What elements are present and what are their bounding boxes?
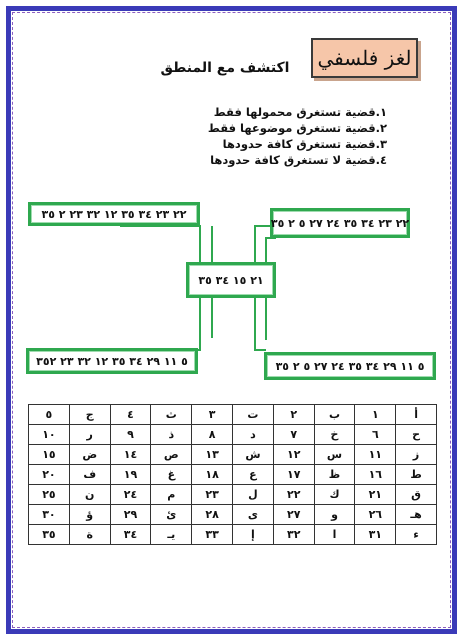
number-cell: ٣٠	[29, 505, 70, 525]
number-cell: ٥	[29, 405, 70, 425]
number-cell: ١١	[355, 445, 396, 465]
clue-box-center: ٢١ ١٥ ٣٤ ٣٥	[186, 262, 276, 298]
letter-cell: ك	[314, 485, 355, 505]
letter-cell: ع	[233, 465, 274, 485]
list-item: ١.قضية تستغرق محمولها فقط	[213, 105, 387, 119]
letter-cell: م	[151, 485, 192, 505]
number-cell: ٦	[355, 425, 396, 445]
list-item: ٣.قضية تستغرق كافة حدودها	[222, 137, 387, 151]
connector-line	[266, 238, 276, 262]
number-cell: ١٤	[110, 445, 151, 465]
letter-cell: ل	[233, 485, 274, 505]
number-cell: ١٠	[29, 425, 70, 445]
number-cell: ١٨	[192, 465, 233, 485]
number-cell: ٢٣	[192, 485, 233, 505]
number-cell: ٣٥	[29, 525, 70, 545]
number-cell: ٧	[273, 425, 314, 445]
letter-cell: ش	[233, 445, 274, 465]
number-cell: ١٣	[192, 445, 233, 465]
number-cell: ١٥	[29, 445, 70, 465]
clue-box-top-right: ٢٢ ٢٣ ٣٤ ٣٥ ٢٤ ٢٧ ٥ ٢ ٣٥	[270, 208, 410, 238]
number-cell: ٢	[273, 405, 314, 425]
letter-cell: ذ	[151, 425, 192, 445]
number-cell: ٢٠	[29, 465, 70, 485]
table-row	[29, 485, 437, 505]
letter-cell: ط	[396, 465, 437, 485]
letter-cell: ء	[396, 525, 437, 545]
number-cell: ٨	[192, 425, 233, 445]
letter-cell: ز	[396, 445, 437, 465]
number-cell: ١٧	[273, 465, 314, 485]
table-row	[29, 525, 437, 545]
number-cell: ١٢	[273, 445, 314, 465]
letter-cell: خ	[314, 425, 355, 445]
number-cell: ٢٩	[110, 505, 151, 525]
number-cell: ٣٢	[273, 525, 314, 545]
letter-cell: هـ	[396, 505, 437, 525]
table-row	[29, 425, 437, 445]
letter-cell: ى	[233, 505, 274, 525]
letter-cell: أ	[396, 405, 437, 425]
letter-cell: ة	[69, 525, 110, 545]
number-cell: ٣٣	[192, 525, 233, 545]
number-cell: ٢١	[355, 485, 396, 505]
number-cell: ١٩	[110, 465, 151, 485]
letter-cell: ت	[233, 405, 274, 425]
letter-cell: ر	[69, 425, 110, 445]
subtitle: اكتشف مع المنطق	[160, 60, 290, 76]
letter-number-table	[28, 404, 437, 545]
letter-cell: د	[233, 425, 274, 445]
list-item: ٢.قضية تستغرق موضوعها فقط	[207, 121, 387, 135]
clue-box-top-left: ٢٢ ٢٣ ٣٤ ٣٥ ١٢ ٣٢ ٢٣ ٢ ٣٥	[28, 202, 200, 226]
letter-cell: يـ	[151, 525, 192, 545]
letter-cell: ئ	[151, 505, 192, 525]
letter-cell: ص	[151, 445, 192, 465]
number-cell: ٢٨	[192, 505, 233, 525]
number-cell: ٩	[110, 425, 151, 445]
letter-cell: و	[314, 505, 355, 525]
letter-cell: ا	[314, 525, 355, 545]
number-cell: ١٦	[355, 465, 396, 485]
number-cell: ٢٢	[273, 485, 314, 505]
table-row	[29, 445, 437, 465]
page-title: لغز فلسفي	[317, 46, 412, 70]
clue-box-bottom-left: ٥ ١١ ٢٩ ٣٤ ٣٥ ١٢ ٣٢ ٢٣ ٣٥٢	[26, 348, 198, 374]
number-cell: ٣١	[355, 525, 396, 545]
number-cell: ٣٤	[110, 525, 151, 545]
table-row	[29, 505, 437, 525]
letter-cell: ح	[396, 425, 437, 445]
number-cell: ٢٧	[273, 505, 314, 525]
letter-cell: س	[314, 445, 355, 465]
connector-line	[120, 226, 200, 262]
number-cell: ١	[355, 405, 396, 425]
number-cell: ٢٤	[110, 485, 151, 505]
letter-cell: ؤ	[69, 505, 110, 525]
letter-cell: ج	[69, 405, 110, 425]
table-row	[29, 405, 437, 425]
letter-cell: غ	[151, 465, 192, 485]
number-cell: ٣	[192, 405, 233, 425]
letter-cell: ن	[69, 485, 110, 505]
letter-cell: إ	[233, 525, 274, 545]
number-cell: ٤	[110, 405, 151, 425]
number-cell: ٢٦	[355, 505, 396, 525]
letter-cell: ف	[69, 465, 110, 485]
letter-cell: ق	[396, 485, 437, 505]
letter-cell: ض	[69, 445, 110, 465]
connector-line	[130, 298, 200, 350]
letter-cell: ث	[151, 405, 192, 425]
table-row	[29, 465, 437, 485]
connector-line	[255, 298, 266, 350]
letter-cell: ب	[314, 405, 355, 425]
clue-box-bottom-right: ٥ ١١ ٢٩ ٣٤ ٣٥ ٢٤ ٢٧ ٥ ٢ ٣٥	[264, 352, 436, 380]
list-item: ٤.قضية لا تستغرق كافة حدودها	[210, 153, 387, 167]
number-cell: ٢٥	[29, 485, 70, 505]
letter-cell: ظ	[314, 465, 355, 485]
